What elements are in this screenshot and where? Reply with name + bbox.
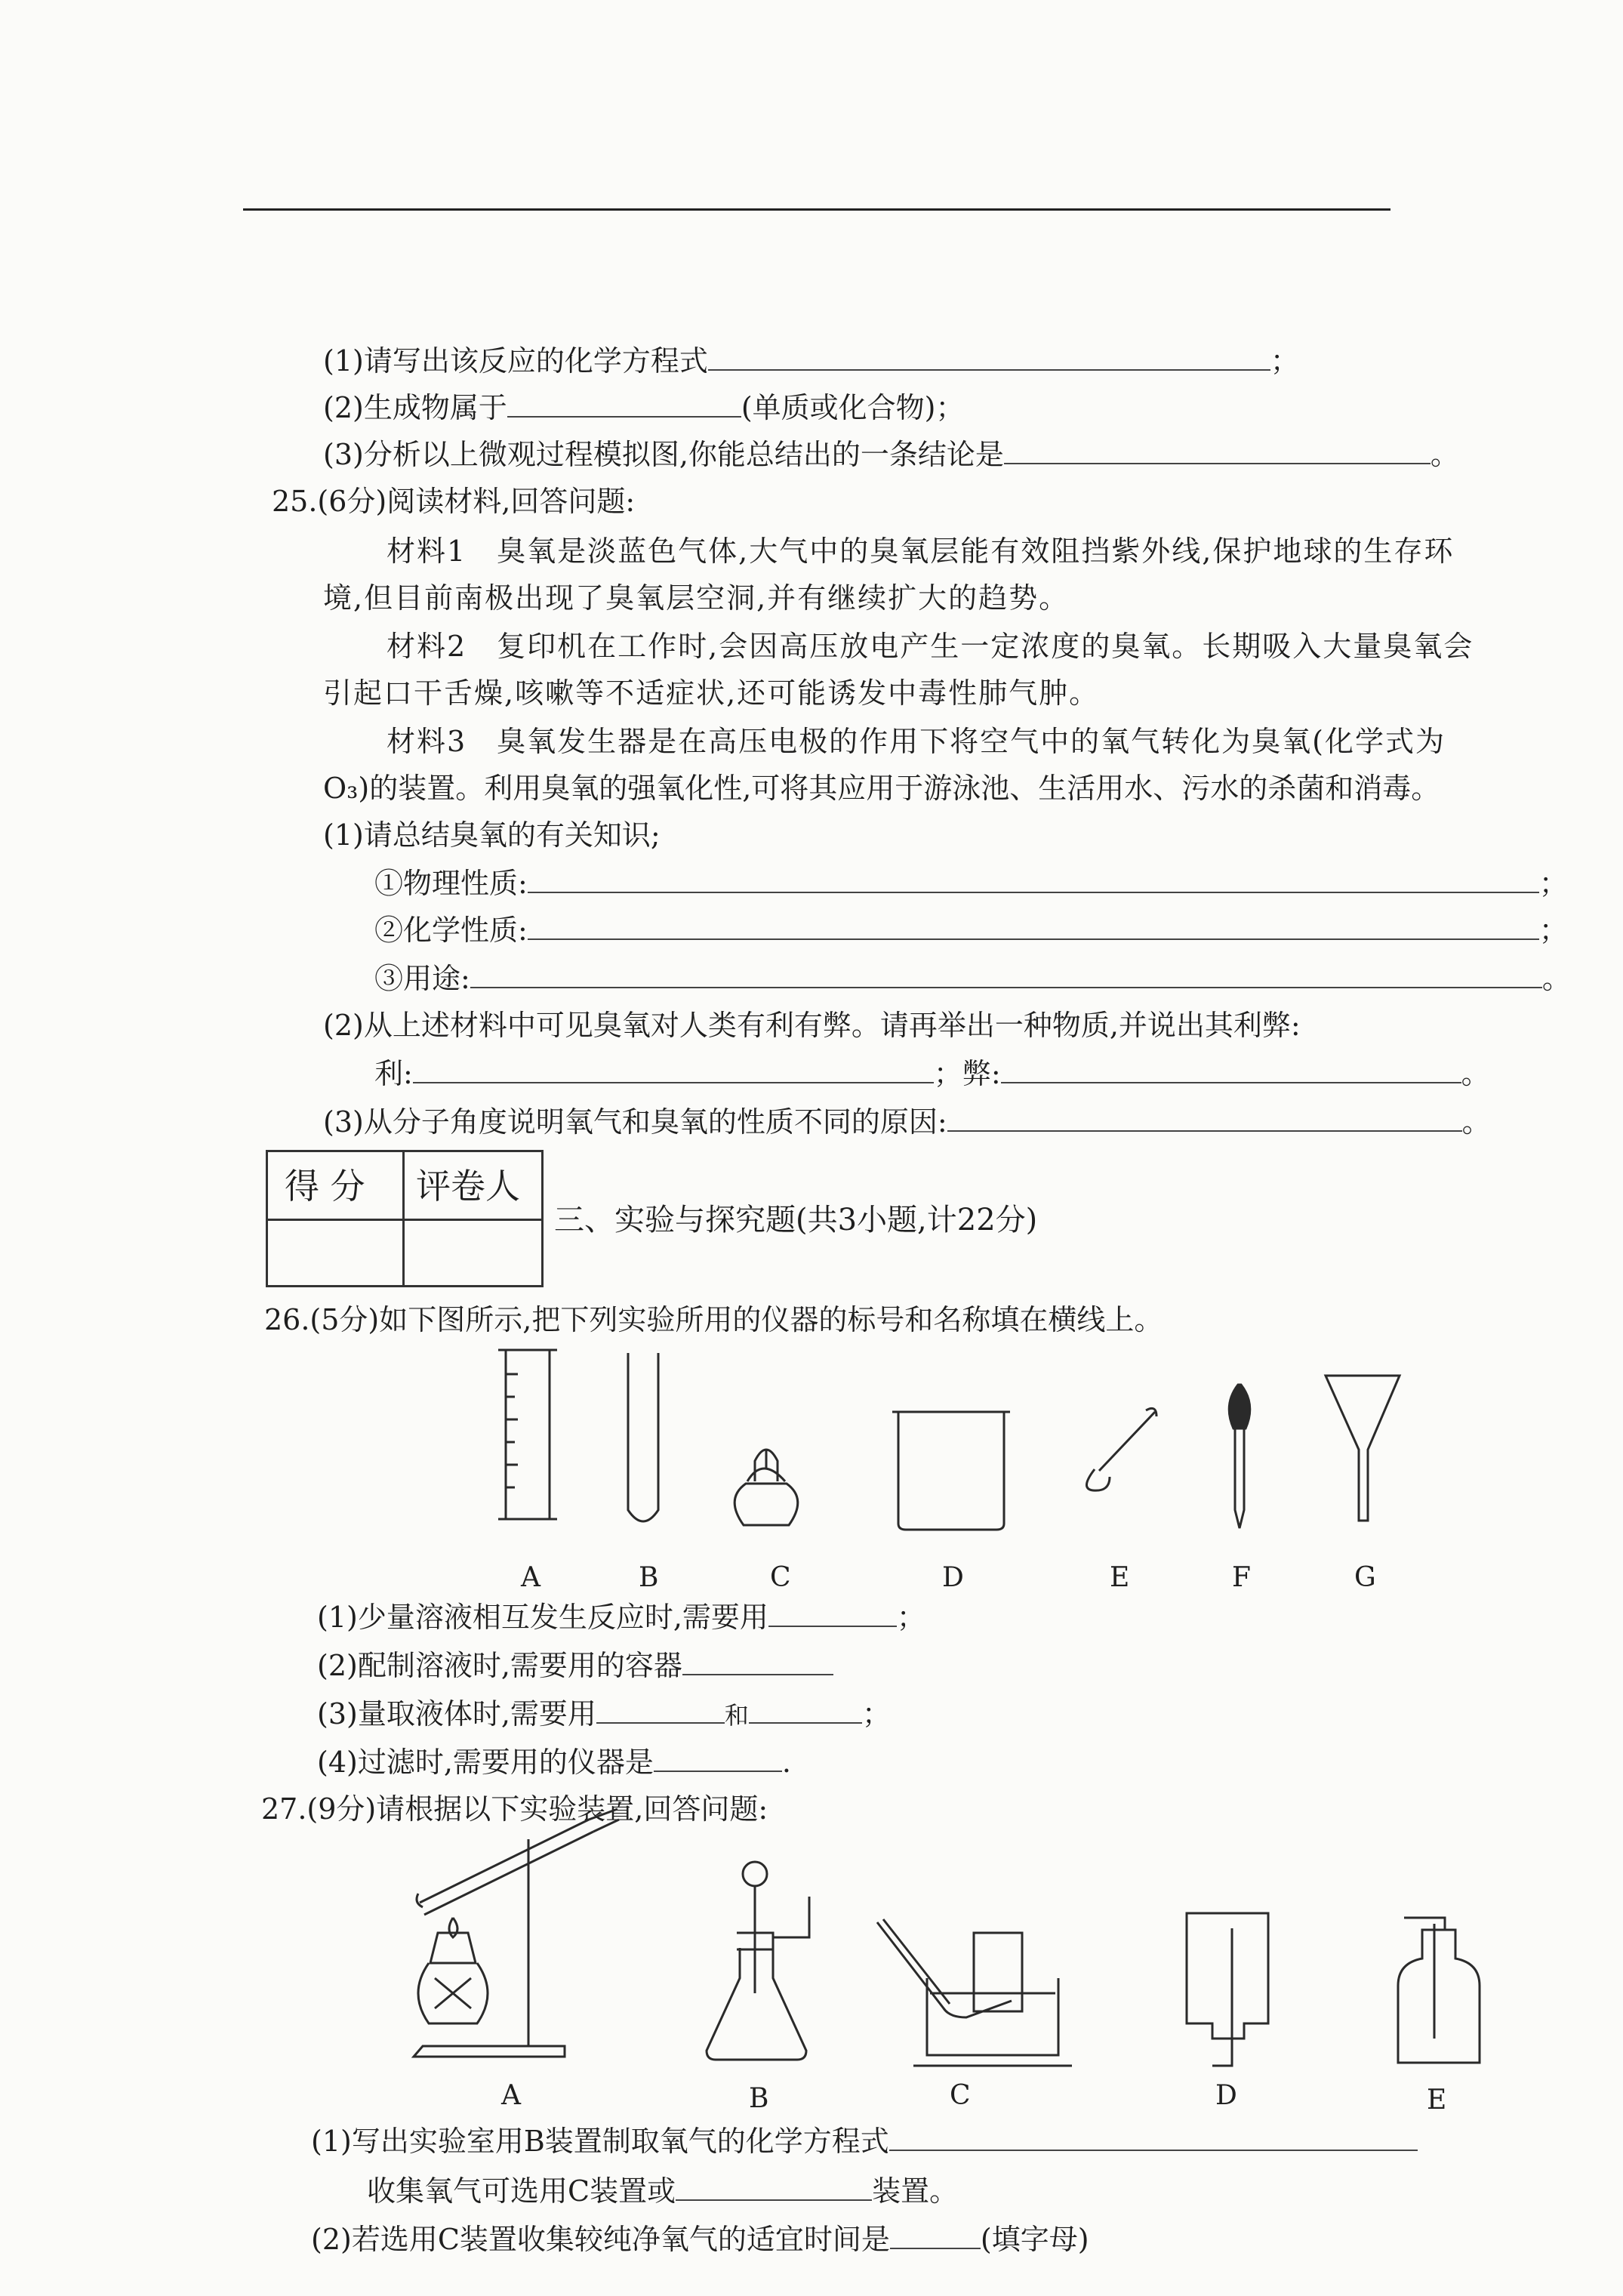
gas-jar-downward-icon	[1187, 1913, 1268, 2066]
material-1-line1: 材料1 臭氧是淡蓝色气体,大气中的臭氧层能有效阻挡紫外线,保护地球的生存环	[387, 535, 1455, 568]
water-trough-apparatus-icon	[877, 1919, 1072, 2066]
instrument-label: A	[521, 1562, 540, 1593]
q26-heading: 26.(5分)如下图所示,把下列实验所用的仪器的标号和名称填在横线上。	[264, 1303, 1163, 1336]
material-3-line1: 材料3 臭氧发生器是在高压电极的作用下将空气中的氧气转化为臭氧(化学式为	[387, 725, 1446, 758]
instrument-label: D	[942, 1562, 964, 1593]
apparatus-label: C	[950, 2080, 971, 2111]
heating-apparatus-icon	[414, 1809, 619, 2057]
section-3-title: 三、实验与探究题(共3小题,计22分)	[554, 1203, 1038, 1237]
answer-blank[interactable]	[890, 2225, 981, 2249]
instrument-label: F	[1232, 1562, 1251, 1593]
q25-part2: (2)从上述材料中可见臭氧对人类有利有弊。请再举出一种物质,并说出其利弊:	[323, 1009, 1301, 1042]
q24-line1: (1)请写出该反应的化学方程式 ；	[323, 344, 1299, 378]
q27-part1: (1)写出实验室用B装置制取氧气的化学方程式	[311, 2125, 1418, 2158]
material-2-line1: 材料2 复印机在工作时,会因高压放电产生一定浓度的臭氧。长期吸入大量臭氧会	[387, 630, 1474, 663]
q25-heading: 25.(6分)阅读材料,回答问题:	[272, 485, 636, 518]
reviewer-label: 评卷人	[416, 1166, 520, 1207]
q26-part1: (1)少量溶液相互发生反应时,需要用 ；	[317, 1601, 925, 1634]
answer-blank[interactable]	[676, 2177, 872, 2201]
apparatus-label: E	[1427, 2085, 1447, 2116]
material-3-line2: O₃)的装置。利用臭氧的强氧化性,可将其应用于游泳池、生活用水、污水的杀菌和消毒。	[323, 772, 1440, 805]
instrument-label: C	[770, 1562, 791, 1593]
material-2-line2: 引起口干舌燥,咳嗽等不适症状,还可能诱发中毒性肺气肿。	[323, 676, 1100, 710]
apparatus-label: B	[749, 2083, 769, 2114]
apparatus-label: A	[501, 2080, 521, 2111]
flask-apparatus-icon	[707, 1862, 809, 2060]
q26-part3: (3)量取液体时,需要用 和 ；	[317, 1697, 891, 1730]
instrument-label: G	[1354, 1562, 1376, 1593]
instrument-label: B	[639, 1562, 659, 1593]
q27-heading: 27.(9分)请根据以下实验装置,回答问题:	[261, 1792, 768, 1826]
answer-blank[interactable]	[889, 2127, 1418, 2151]
material-1-line2: 境,但目前南极出现了臭氧层空洞,并有继续扩大的趋势。	[323, 581, 1070, 615]
apparatus-label: D	[1215, 2080, 1237, 2111]
q25-part1: (1)请总结臭氧的有关知识;	[323, 818, 661, 852]
q26-part2: (2)配制溶液时,需要用的容器	[317, 1649, 833, 1682]
q25-use: ③用途: 。	[374, 962, 1571, 995]
q25-pros-cons: 利: ；弊: 。	[374, 1057, 1490, 1090]
q25-chemical-property: ②化学性质: ；	[374, 914, 1568, 947]
q27-part2: (2)若选用C装置收集较纯净氧气的适宜时间是 (填字母)	[311, 2223, 1089, 2256]
instrument-label: E	[1110, 1562, 1130, 1593]
q24-line3: (3)分析以上微观过程模拟图,你能总结出的一条结论是 。	[323, 438, 1459, 471]
q25-physical-property: ①物理性质: ；	[374, 867, 1568, 900]
score-label: 得 分	[285, 1166, 365, 1207]
gas-jar-upward-icon	[1398, 1918, 1480, 2063]
q25-part3: (3)从分子角度说明氧气和臭氧的性质不同的原因: 。	[323, 1105, 1491, 1139]
q26-part4: (4)过滤时,需要用的仪器是 .	[317, 1746, 792, 1779]
q27-part1-collect: 收集氧气可选用C装置或 装置。	[367, 2174, 959, 2208]
q24-line2: (2)生成物属于 (单质或化合物)；	[323, 391, 965, 424]
